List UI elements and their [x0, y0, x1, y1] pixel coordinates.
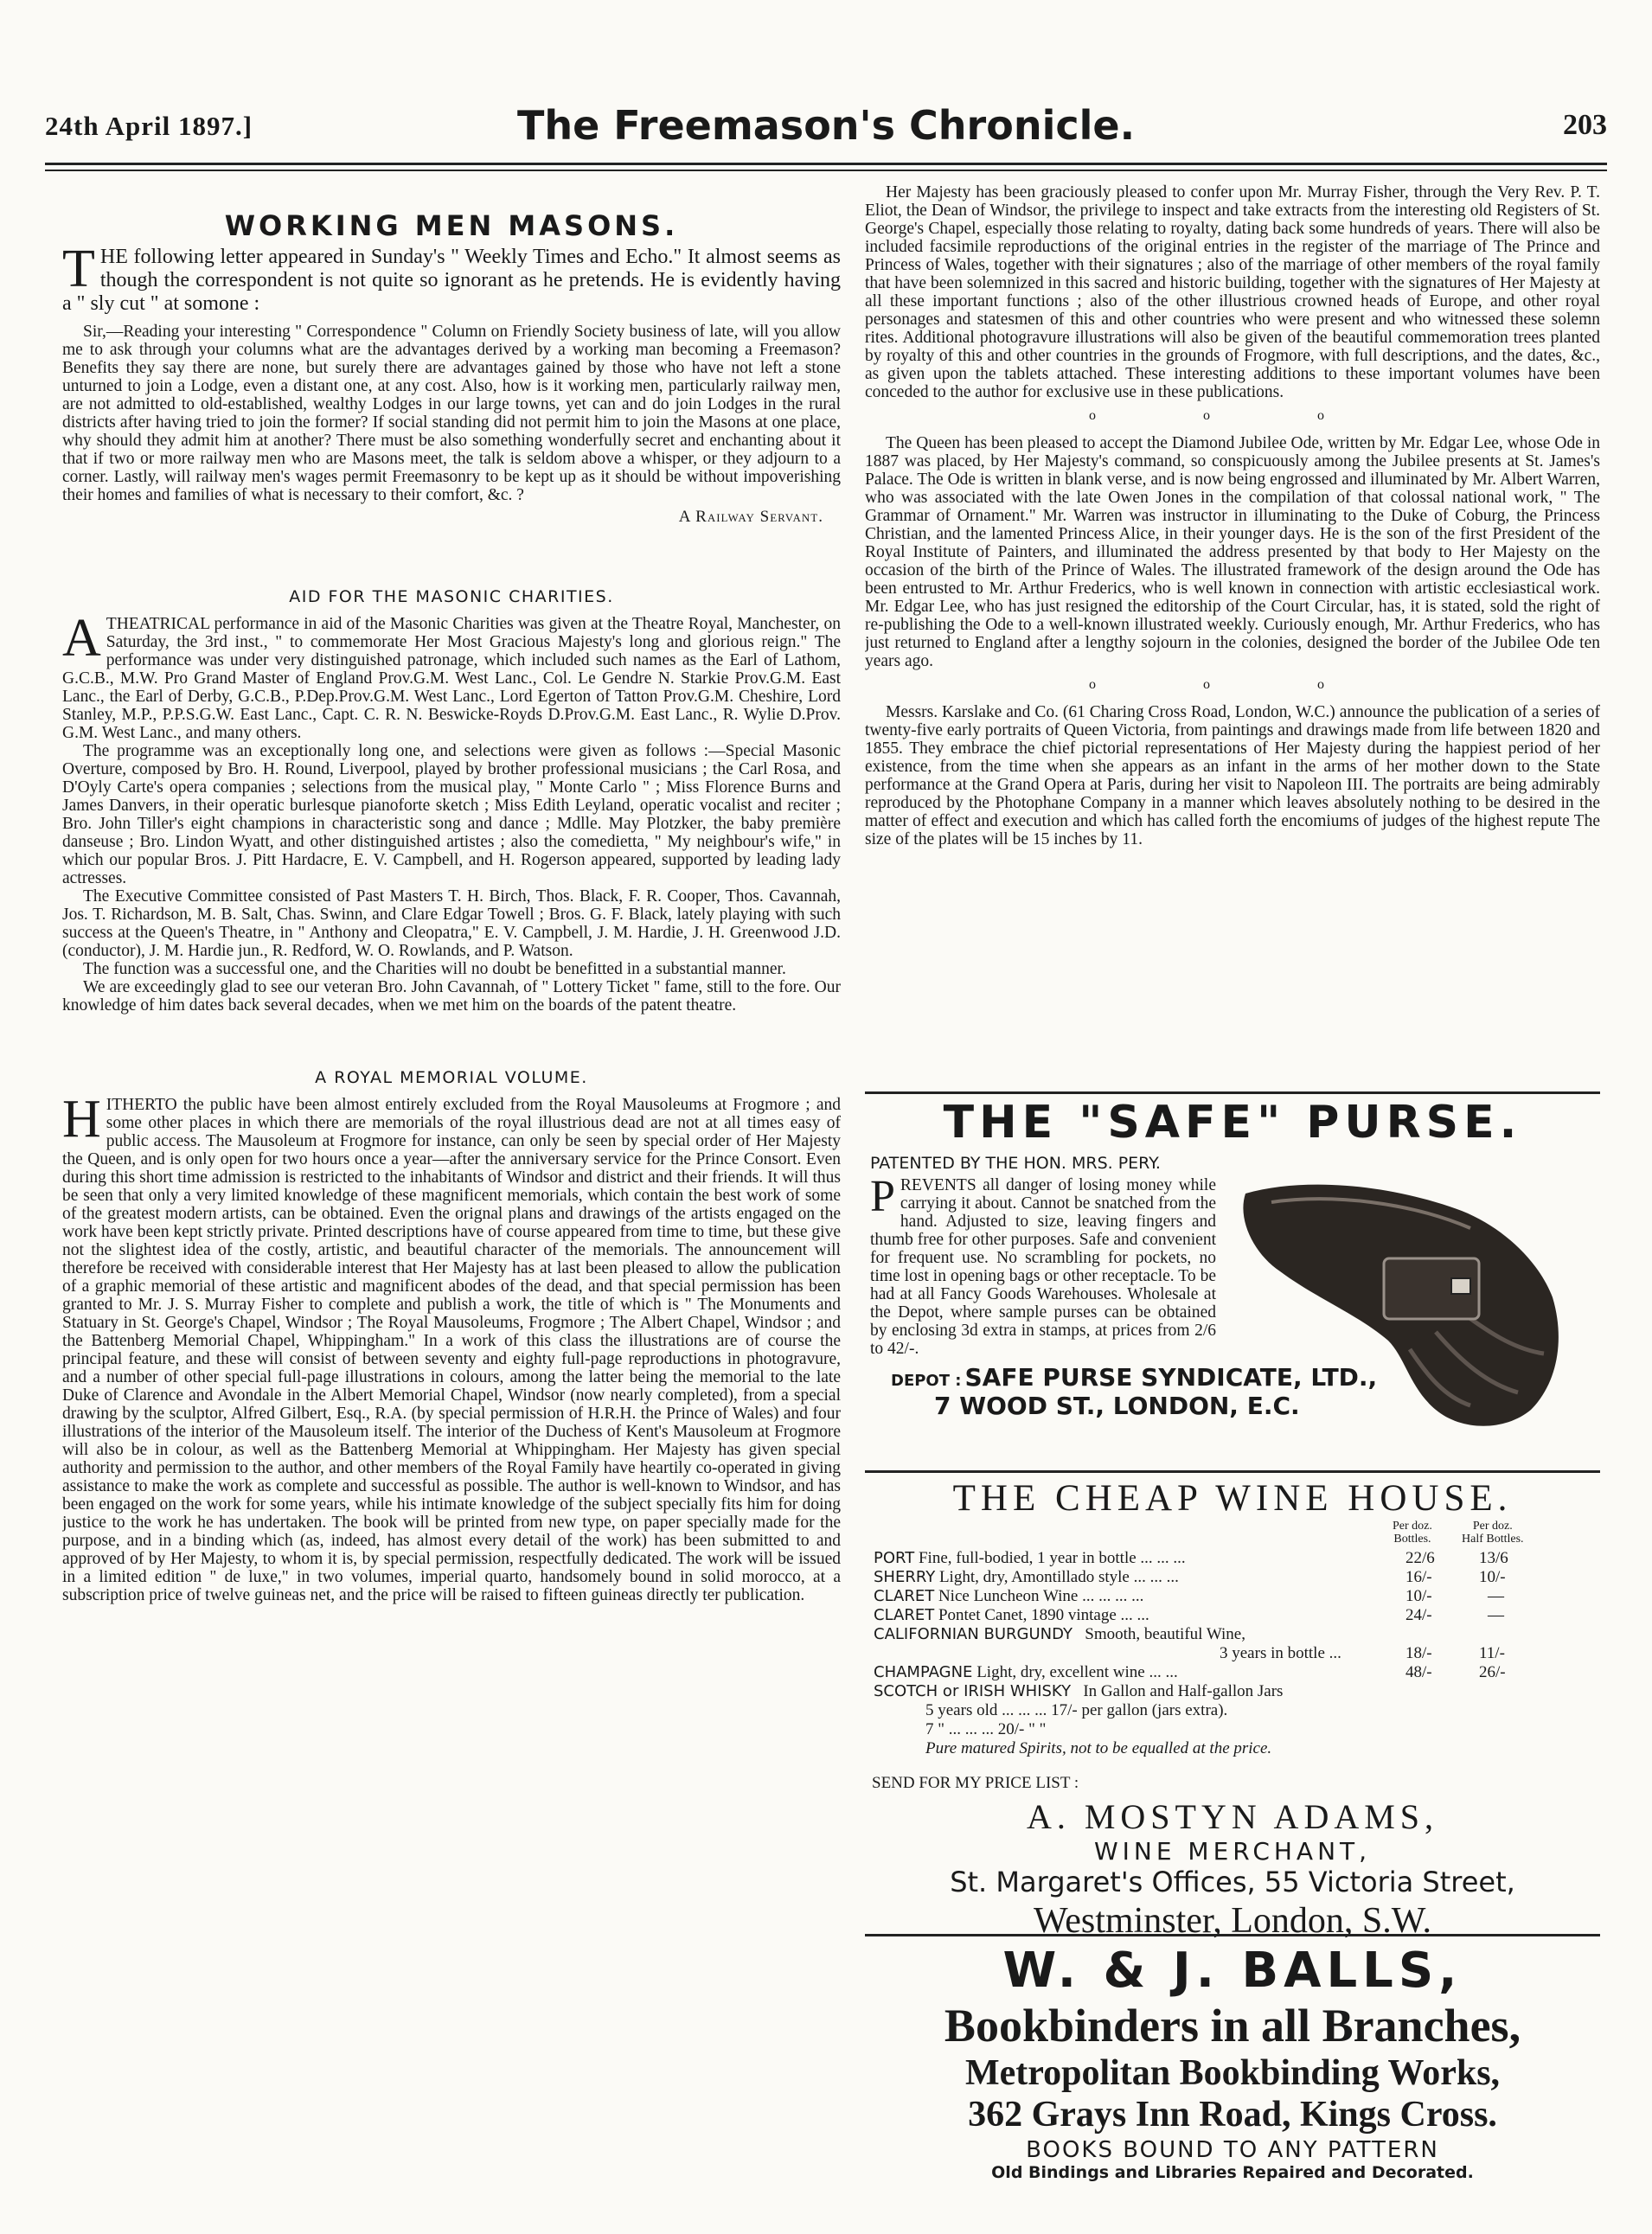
wine-row-price-half: —	[1488, 1587, 1504, 1605]
wine-row-scotch-7: 7 " ... ... ... 20/- " "	[925, 1720, 1047, 1738]
header-rule-thin	[45, 170, 1607, 171]
wine-row	[874, 1587, 1600, 1606]
wine-row-desc: Nice Luncheon Wine ... ... ... ...	[938, 1587, 1144, 1605]
balls-line4: BOOKS BOUND TO ANY PATTERN	[1026, 2137, 1439, 2163]
wine-row-price-bottle: 24/-	[1405, 1606, 1432, 1624]
wine-row-price-bottle: 16/-	[1405, 1568, 1432, 1586]
right-p1: Her Majesty has been graciously pleased to confer upon Mr. Murray Fisher, through the Very Rev. P. T. Eliot, the Dean of Windsor, the privilege to inspect and take extracts from the interesting old Registers of St. George's Chapel, especially those relating to royalty, dating back some hundreds of years. There will also be included facsimile reproductions of the original entries in the register of the marriage of The Prince and Princess of Wales, together with their signatures ; also of the marriage of other members of the royal family that have been solemnized in this sacred and historic building, together with the signatures of Her Majesty at all these important functions ; also of the other illustrious crowned heads of Europe, and other royal personages and statesmen of this and other countries who were present and who witnessed these solemn rites. Additional photogravure illustrations will also be given of the beautiful commemoration trees planted by royalty of this and other countries in the grounds of Frogmore, with full descriptions, and the dates, &c., as given upon the tablets attached. These interesting additions to these important volumes have been conceded to the author for exclusive use in these publications.	[865, 183, 1600, 401]
balls-line3: 362 Grays Inn Road, Kings Cross.	[968, 2095, 1497, 2135]
wine-row-name: CLARET	[874, 1587, 935, 1605]
working-men-signature: A Railway Servant.	[678, 508, 823, 526]
purse-body-text: REVENTS all danger of losing money while carrying it about. Cannot be snatched from the hand. Adjusted to size, leaving fingers and thumb free for other purposes. Safe and convenient for frequent use. No scrambling for pockets, no time lost in opening bags or other receptacle. To be had at all Fancy Goods Warehouses. Wholesale at the Depot, where sample purses can be obtained by enclosing 3d extra in stamps, at prices from 2/6 to 42/-.	[870, 1176, 1216, 1358]
wine-col2-label-b: Half Bottles.	[1462, 1533, 1524, 1546]
wine-merchant-role: WINE MERCHANT,	[1093, 1837, 1372, 1866]
working-men-drop-cap: T	[62, 240, 95, 298]
wine-spirits-note: Pure matured Spirits, not to be equalled at the price.	[925, 1739, 1272, 1757]
wine-row-name: SHERRY	[874, 1568, 936, 1586]
aid-article	[62, 587, 841, 1015]
aid-p5: We are exceedingly glad to see our veteran Bro. John Cavannah, of " Lottery Ticket " fame, still to the fore. Our knowledge of him dates back several decades, when we met him on the boards of the patent theatre.	[62, 978, 841, 1015]
page-header	[45, 102, 1607, 150]
wine-row-price-half: 13/6	[1479, 1549, 1508, 1567]
wine-col2-header	[1462, 1520, 1524, 1546]
wine-send-label: SEND FOR MY PRICE LIST :	[872, 1774, 1079, 1792]
purse-depot-address: 7 WOOD ST., LONDON, E.C.	[934, 1392, 1300, 1420]
wine-row-desc: Pontet Canet, 1890 vintage ... ...	[938, 1606, 1149, 1624]
wine-row	[874, 1568, 1600, 1587]
wine-house-ad	[865, 1477, 1600, 1941]
purse-drop-cap: P	[870, 1172, 895, 1221]
safe-purse-ad	[865, 1097, 1600, 1460]
glove-purse-illustration	[1211, 1176, 1574, 1436]
wine-row-desc: Light, dry, Amontillado style ... ... ...	[938, 1568, 1179, 1586]
balls-line1: Bookbinders in all Branches,	[944, 2000, 1521, 2052]
wine-merchant-name: A. MOSTYN ADAMS,	[1026, 1797, 1439, 1836]
wine-merchant-city: Westminster, London, S.W.	[1033, 1901, 1432, 1941]
wine-row-scotch-5: 5 years old ... ... ... 17/- per gallon (jars extra).	[925, 1701, 1228, 1719]
balls-name: W. & J. BALLS,	[1002, 1943, 1463, 1999]
wine-row	[874, 1549, 1600, 1568]
wine-scotch-name: SCOTCH or IRISH WHISKY	[874, 1682, 1072, 1700]
left-column	[62, 209, 841, 2199]
balls-top-rule	[865, 1934, 1600, 1936]
wine-row-californian-price	[874, 1644, 1600, 1663]
wine-row-price-half: —	[1488, 1606, 1504, 1624]
wine-californian-desc2: 3 years in bottle ...	[1220, 1644, 1341, 1662]
wine-row-price-bottle: 22/6	[1405, 1549, 1435, 1567]
separator-dots-2: o o o	[1089, 677, 1376, 692]
wine-californian-name: CALIFORNIAN BURGUNDY	[874, 1625, 1073, 1643]
working-men-letter: Sir,—Reading your interesting " Correspondence " Column on Friendly Society business of late, will you allow me to ask through your columns what are the advantages derived by a working man becoming a Freemason? Benefits they say there are none, but surely there are advantages gained by those who have not left a stone unturned to join a Lodge, even a distant one, at any cost. Also, how is it working men, particularly railway men, are not admitted to old-established, wealthy Lodges in our large towns, yet can and do join Lodges in the rural districts after having tried to join the former? If social standing did not permit him to join the Masons at one place, why should they admit him at another? There must be also something wonderfully secret and enchanting about it that if two or more railway men who are Masons meet, the talk is seldom above a whisper, or they adjourn to a corner. Lastly, will railway men's wages permit Freemasonry to be kept up as it should be without impoverishing their homes and families of what is necessary to their comfort, &c. ?	[62, 323, 841, 504]
aid-p3: The Executive Committee consisted of Past Masters T. H. Birch, Thos. Black, F. R. Cooper, Thos. Cavannah, Jos. T. Richardson, M. B. Salt, Chas. Swinn, and Clare Edgar Towell ; Bros. G. F. Black, lately playing with such success at the Queen's Theatre, in " Anthony and Cleopatra," E. V. Campbell, J. M. Hardie, J. H. Greenwood J.D. (conductor), J. M. Hardie jun., R. Redford, W. O. Rowlands, and P. Watson.	[62, 887, 841, 960]
aid-p1-text: THEATRICAL performance in aid of the Masonic Charities was given at the Theatre Royal, Manchester, on Saturday, the 3rd inst., " to commemorate Her Most Gracious Majesty's long and glorious reign." The performance was under very distinguished patronage, which included such names as the Earl of Lathom, G.C.B., M.W. Pro Grand Master of England Prov.G.M. West Lanc., Col. Le Gendre N. Starkie Prov.G.M. East Lanc., the Earl of Derby, G.C.B., P.Dep.Prov.G.M. West Lanc., Lord Egerton of Tatton Prov.G.M. Cheshire, Lord Stanley, M.P., P.P.S.G.W. East Lanc., Capt. C. R. N. Beswicke-Royds D.Prov.G.M. East Lanc., R. Wylie D.Prov. G.M. West Lanc., and many others.	[62, 615, 841, 742]
working-men-title: WORKING MEN MASONS.	[224, 209, 679, 242]
wine-col1-header	[1393, 1520, 1432, 1546]
purse-title: THE "SAFE" PURSE.	[943, 1097, 1522, 1149]
wine-scotch-desc: In Gallon and Half-gallon Jars	[1083, 1682, 1284, 1700]
aid-p2: The programme was an exceptionally long one, and selections were given as follows :—Special Masonic Overture, composed by Bro. H. Round, Liverpool, played by brother professional musicians ; the Carl Rosa, and D'Oyly Carte's opera companies ; selections from the musical play, " Monte Carlo " ; Miss Florence Burns and James Danvers, in their operatic burlesque pianoforte sketch ; Miss Edith Leyland, operatic vocalist and reciter ; Bro. John Tiller's eight champions in characteristic song and dance ; Mdlle. May Plotzker, the baby première danseuse ; Bro. Lindon Wyatt, and other distinguished artistes ; also the comedietta, " My neighbour's wife," in which our popular Bros. J. Pitt Hardacre, E. V. Campbell, and H. Rogerson appeared, supported by leading lady actresses.	[62, 742, 841, 887]
header-title: The Freemason's Chronicle.	[516, 102, 1136, 149]
working-men-intro	[62, 240, 841, 316]
right-p3: Messrs. Karslake and Co. (61 Charing Cross Road, London, W.C.) announce the publication of a series of twenty-five early portraits of Queen Victoria, from paintings and drawings made from life between 1820 and 1855. They embrace the chief pictorial representations of Her Majesty during the happiest period of her existence, from the time when she appears as an infant in the arms of her mother down to the State performance at the Grand Opera at Paris, during her visit to Napoleon III. The portraits are being admirably reproduced by the Photophane Company in a manner which leaves absolutely nothing to be desired in the matter of effect and execution and which has called forth the encomiums of judges of the highest repute The size of the plates will be 15 inches by 11.	[865, 703, 1600, 848]
wine-col1-label-b: Bottles.	[1393, 1533, 1431, 1546]
header-date: 24th April 1897.]	[45, 111, 253, 141]
aid-title: AID FOR THE MASONIC CHARITIES.	[289, 587, 614, 606]
wine-row-price-bottle: 10/-	[1405, 1587, 1432, 1605]
aid-p1	[62, 609, 841, 742]
right-p2: The Queen has been pleased to accept the Diamond Jubilee Ode, written by Mr. Edgar Lee, whose Ode in 1887 was placed, by Her Majesty's command, so conspicuously among the Jubilee presents at St. James's Palace. The Ode is written in blank verse, and is now being engrossed and illuminated by Mr. Albert Warren, who was associated with the late Owen Jones in the compilation of that colossal national work, " The Grammar of Ornament." Mr. Warren was instructor in illuminating to the Duke of Coburg, the Princess Christian, and the lamented Princess Alice, in their younger days. He is the son of the first President of the Royal Institute of Painters, and illuminated the address presented by that body to Her Majesty on the occasion of the birth of the Prince of Wales. The illustrated framework of the design around the Ode has been entrusted to Mr. Arthur Frederics, who is well known in connection with artistic ecclesiastical work. Mr. Edgar Lee, who has just resigned the editorship of the Court Circular, has, it is stated, sold the right of re-publishing the Ode to a well-known illustrated weekly. Curiously enough, Mr. Arthur Frederics, who has just returned to England after a lengthy sojourn in the colonies, designed the border of the Jubilee Ode ten years ago.	[865, 434, 1600, 670]
working-men-article	[62, 209, 841, 527]
wine-californian-price-bottle: 18/-	[1405, 1644, 1432, 1662]
wine-price-list	[874, 1549, 1600, 1760]
wine-row	[874, 1606, 1600, 1625]
wine-champagne-desc: Light, dry, excellent wine ... ...	[976, 1663, 1178, 1681]
wine-title: THE CHEAP WINE HOUSE.	[952, 1478, 1513, 1519]
royal-title: A ROYAL MEMORIAL VOLUME.	[315, 1068, 588, 1087]
wine-merchant-address: St. Margaret's Offices, 55 Victoria Street,	[950, 1866, 1515, 1898]
right-column-text	[865, 183, 1600, 1083]
wine-californian-desc: Smooth, beautiful Wine,	[1085, 1625, 1245, 1643]
separator-dots-1: o o o	[1089, 408, 1376, 423]
aid-p4: The function was a successful one, and the Charities will no doubt be benefitted in a substantial manner.	[83, 960, 786, 978]
wine-californian-price-half: 11/-	[1479, 1644, 1505, 1662]
wine-row-champagne	[874, 1663, 1600, 1682]
purse-body	[870, 1172, 1216, 1358]
wine-champagne-price-bottle: 48/-	[1405, 1663, 1432, 1681]
wine-row-californian	[874, 1625, 1600, 1644]
purse-patent: PATENTED BY THE HON. MRS. PERY.	[870, 1154, 1161, 1173]
purse-depot-name: SAFE PURSE SYNDICATE, LTD.,	[964, 1363, 1378, 1392]
wine-top-rule	[865, 1470, 1600, 1473]
wine-row-price-half: 10/-	[1479, 1568, 1506, 1586]
wine-row-desc: Fine, full-bodied, 1 year in bottle ... ... ...	[918, 1549, 1186, 1567]
wine-champagne-price-half: 26/-	[1479, 1663, 1506, 1681]
balls-bookbinders-ad	[865, 1943, 1600, 2202]
royal-p1	[62, 1090, 841, 1604]
wine-col2-label-a: Per doz.	[1472, 1520, 1513, 1533]
wine-row-name: PORT	[874, 1549, 915, 1567]
page-number: 203	[1563, 109, 1607, 141]
wine-col1-label-a: Per doz.	[1393, 1520, 1432, 1533]
header-rule	[45, 163, 1607, 165]
purse-top-rule	[865, 1091, 1600, 1094]
purse-clasp	[1451, 1278, 1470, 1294]
royal-article	[62, 1068, 841, 1604]
purse-depot-label: DEPOT :	[891, 1372, 962, 1390]
balls-line5: Old Bindings and Libraries Repaired and Decorated.	[991, 2163, 1474, 2182]
royal-drop-cap: H	[62, 1090, 101, 1149]
wine-champagne-name: CHAMPAGNE	[874, 1663, 973, 1681]
balls-line2: Metropolitan Bookbinding Works,	[964, 2053, 1501, 2093]
aid-drop-cap: A	[62, 609, 101, 668]
royal-p1-text: ITHERTO the public have been almost entirely excluded from the Royal Mausoleums at Frogmore ; and some other places in which there are memorials of the royal illustrious dead are not at all times easy of public access. The Mausoleum at Frogmore for instance, can only be seen by special order of Her Majesty the Queen, and is only open for two hours once a year—after the anniversary service for the Prince Consort. Even during this short time admission is restricted to the inhabitants of Windsor and district and their friends. It will thus be seen that only a very limited knowledge of these magnificent memorials, which contain the best work of some of the greatest modern artists, can be obtained. Even the orignal plans and drawings of the artists engaged on the work have been kept strictly private. Printed descriptions have of course appeared from time to time, but these give not the slightest idea of the costly, artistic, and beautiful character of the memorials. The announcement will therefore be received with considerable interest that Her Majesty has at last been pleased to allow the publication of a graphic memorial of these artistic and magnificent abodes of the dead, and that special permission has been granted to Mr. J. S. Murray Fisher to complete and publish a work, the title of which is " The Monuments and Statuary in St. George's Chapel, Windsor ; The Royal Mausoleums, Frogmore ; The Albert Chapel, Windsor ; and the Battenberg Memorial Chapel, Whippingham." In a work of this class the illustrations are of course the principal feature, and these will consist of between seventy and eighty full-page reproductions in photogravure, and a number of other special full-page illustrations in colours, among the latter being the memorial to the late Duke of Clarence and Avondale in the Albert Memorial Chapel, Windsor (now nearly completed), from a special drawing by the sculptor, Alfred Gilbert, Esq., R.A. (by special permission of H.R.H. the Prince of Wales) and four illustrations of the interior of the Mausoleum itself. The interior of the Duchess of Kent's Mausoleum at Frogmore will also be in colour, as well as the Battenberg Memorial at Whippingham. Her Majesty has given special authority and permission to the author, and other members of the Royal Family have heartily co-operated in giving assistance to make the work as complete and successful as possible. The author is well-known to Windsor, and has been engaged on the work for some years, while his intimate knowledge of the subject specially fits him for doing justice to the work he has undertaken. The book will be printed from new type, on paper specially made for the purpose, and in a binding which (as, indeed, has almost every detail of the work) has been submitted to and approved of by Her Majesty, to whom it is, by special permission, respectfully dedicated. The work will be issued in a limited edition " de luxe," in two volumes, imperial quarto, handsomely bound in solid morocco, at a subscription price of twelve guineas net, and the price will be raised to fifteen guineas directly ter publication.	[62, 1096, 841, 1604]
wine-row-name: CLARET	[874, 1606, 935, 1624]
working-men-intro-text: HE following letter appeared in Sunday's " Weekly Times and Echo." It almost seems as though the correspondent is not quite so ignorant as he pretends. He is evidently having a " sly cut " at somone :	[62, 246, 841, 315]
wine-row-scotch	[874, 1682, 1600, 1701]
